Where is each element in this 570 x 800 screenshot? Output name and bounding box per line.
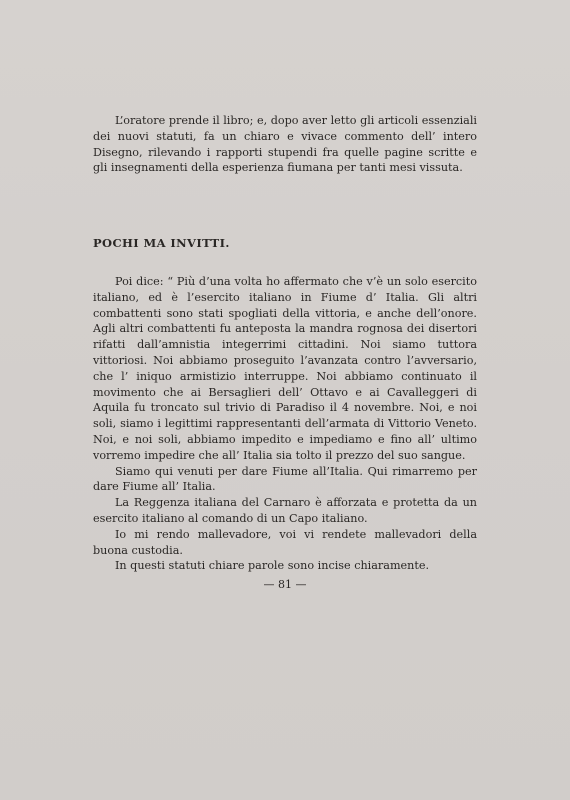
page-number: — 81 —	[263, 578, 307, 591]
body-paragraph: In questi statuti chiare parole sono incise chiaramente.	[115, 559, 430, 573]
body-text-block	[93, 274, 477, 574]
section-heading: POCHI MA INVITTI.	[93, 236, 230, 250]
intro-text-block	[93, 113, 477, 176]
body-paragraph: Siamo qui venuti per dare Fiume all’Italia. Qui rimarremo per dare Fiume all’ Italia.	[93, 464, 477, 494]
intro-paragraph: L’oratore prende il libro; e, dopo aver letto gli articoli essenziali dei nuovi statuti, fa un chiaro e vivace commento dell’ intero Disegno, rilevando i rapporti stupendi fra quelle pagine scritte e gli insegnamenti della esperienza fiumana per tanti mesi vissuta.	[93, 114, 477, 175]
body-paragraph: Io mi rendo mallevadore, voi vi rendete mallevadori della buona custodia.	[93, 527, 477, 557]
body-paragraph: Poi dice: “ Più d’una volta ho affermato che v’è un solo esercito italiano, ed è l’esercito italiano in Fiume d’ Italia. Gli altri combattenti sono stati spogliati della vittoria, e anche dell’onore. Agli altri combattenti fu anteposta la mandra rognosa dei disertori rifatti dall’amnistia integerrimi cittadini. Noi siamo tuttora vittoriosi. Noi abbiamo proseguito l’avanzata contro l’avversario, che l’ iniquo armistizio interruppe. Noi abbiamo continuato il movimento che ai Bersaglieri dell’ Ottavo e ai Cavalleggeri di Aquila fu troncato sul trivio di Paradiso il 4 novembre. Noi, e noi soli, siamo i legittimi rappresentanti dell’armata di Vittorio Veneto. Noi, e noi soli, abbiamo impedito e impediamo e fino all’ ultimo vorremo impedire che all’ Italia sia tolto il prezzo del suo sangue.	[93, 275, 477, 462]
body-paragraph: La Reggenza italiana del Carnaro è afforzata e protetta da un esercito italiano al comando di un Capo italiano.	[93, 496, 477, 525]
